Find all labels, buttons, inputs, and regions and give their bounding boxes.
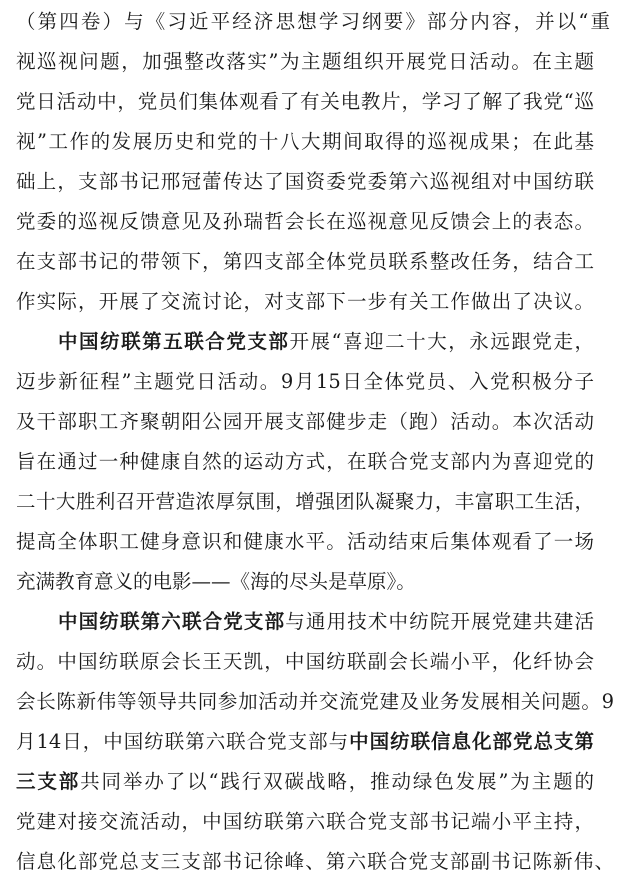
organization-name: 中国纺联第五联合党支部 xyxy=(58,330,290,353)
organization-name: 中国纺联信息化部党总支第 xyxy=(349,730,594,753)
text-line: 党建对接交流活动，中国纺联第六联合党支部书记端小平主持， xyxy=(16,810,594,833)
text-line: 视”工作的发展历史和党的十八大期间取得的巡视成果；在此基 xyxy=(16,130,594,153)
text-line: 信息化部党总支三支部书记徐峰、第六联合党支部副书记陈新伟、 xyxy=(16,850,614,873)
text-line: 月14日，中国纺联第六联合党支部与中国纺联信息化部党总支第 xyxy=(16,730,594,753)
text-line: 党日活动中，党员们集体观看了有关电教片，学习了解了我党“巡 xyxy=(16,90,594,113)
organization-name: 中国纺联第六联合党支部 xyxy=(58,610,286,633)
text-line: （第四卷）与《习近平经济思想学习纲要》部分内容，并以“重 xyxy=(16,10,610,33)
text-line: 充满教育意义的电影——《海的尽头是草原》。 xyxy=(16,570,416,593)
text-line: 三支部共同举办了以“践行双碳战略，推动绿色发展”为主题的 xyxy=(16,770,594,793)
text-line: 会长陈新伟等领导共同参加活动并交流党建及业务发展相关问题。9 xyxy=(16,690,614,713)
text-line: 党委的巡视反馈意见及孙瑞哲会长在巡视意见反馈会上的表态。 xyxy=(16,210,594,233)
text-line: 视巡视问题，加强整改落实”为主题组织开展党日活动。在主题 xyxy=(16,50,594,73)
text-line: 及干部职工齐聚朝阳公园开展支部健步走（跑）活动。本次活动 xyxy=(16,410,594,433)
text-line: 作实际，开展了交流讨论，对支部下一步有关工作做出了决议。 xyxy=(16,290,594,313)
paragraph-first-line: 中国纺联第六联合党支部与通用技术中纺院开展党建共建活 xyxy=(58,610,594,633)
text-line: 二十大胜利召开营造浓厚氛围，增强团队凝聚力，丰富职工生活， xyxy=(16,490,594,513)
paragraph-first-line: 中国纺联第五联合党支部开展“喜迎二十大，永远跟党走， xyxy=(58,330,594,353)
text-line: 旨在通过一种健康自然的运动方式，在联合党支部内为喜迎党的 xyxy=(16,450,594,473)
text-line: 迈步新征程”主题党日活动。9月15日全体党员、入党积极分子 xyxy=(16,370,594,393)
text-line: 提高全体职工健身意识和健康水平。活动结束后集体观看了一场 xyxy=(16,530,594,553)
organization-name: 三支部 xyxy=(16,770,81,793)
text-line: 动。中国纺联原会长王天凯，中国纺联副会长端小平，化纤协会 xyxy=(16,650,594,673)
text-line: 础上，支部书记邢冠蕾传达了国资委党委第六巡视组对中国纺联 xyxy=(16,170,594,193)
text-line: 在支部书记的带领下，第四支部全体党员联系整改任务，结合工 xyxy=(16,250,594,273)
